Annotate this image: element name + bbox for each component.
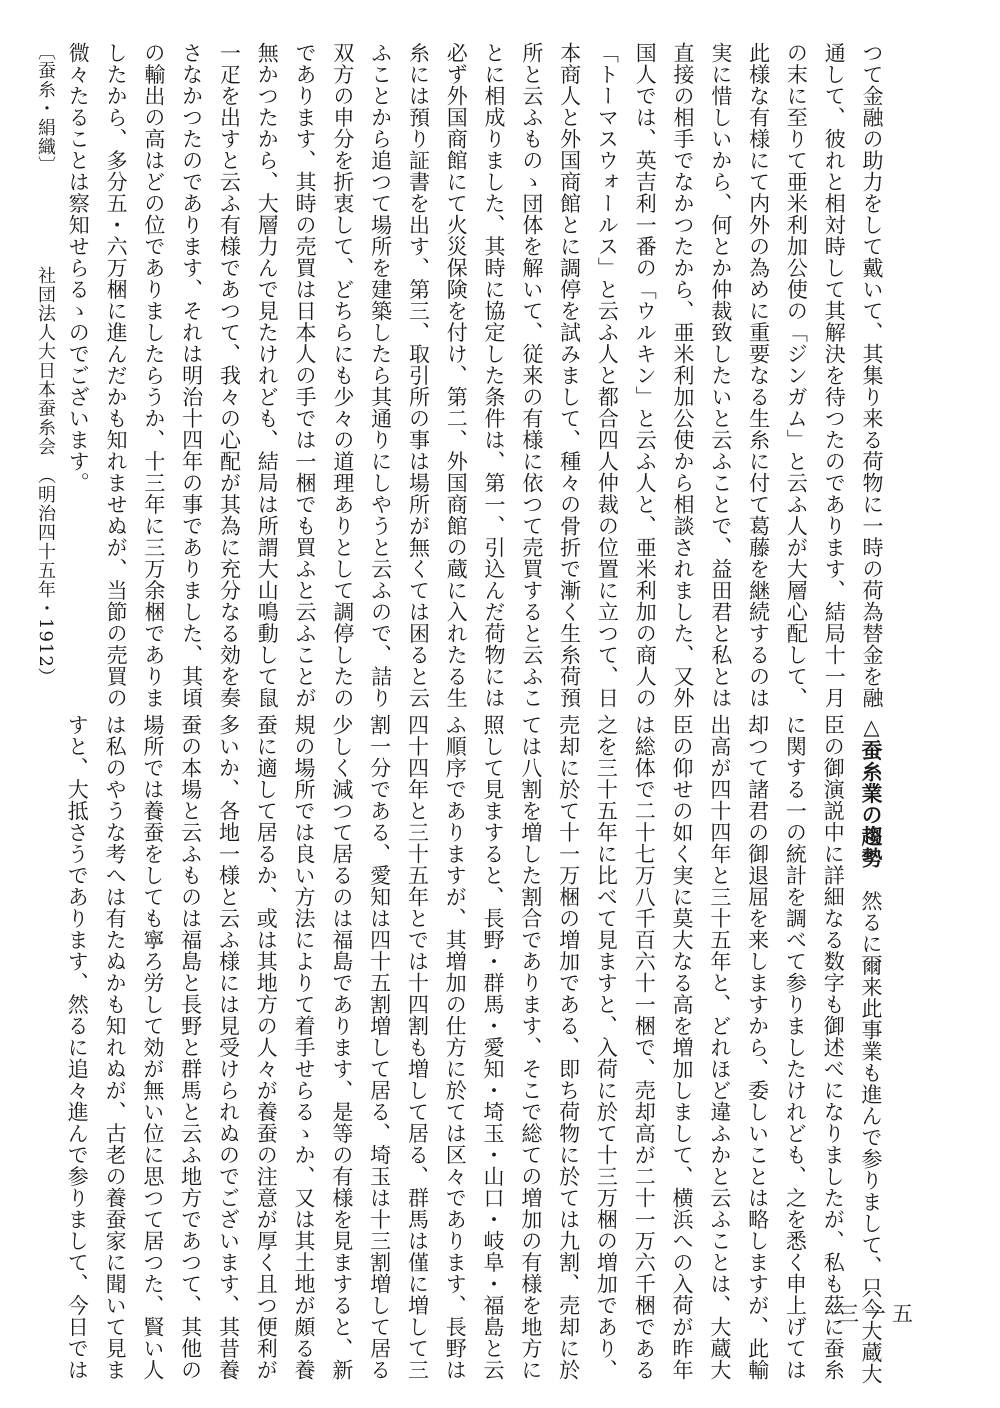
section-first-line-text: 然るに爾来此事業も進んで参りまして、只今大蔵大 [859,890,883,1385]
text-column: 糸には預り証書を出す、第三、取引所の事は場所が無くては困ると云 [406,42,431,709]
text-column: ふ順序でありますが、其増加の仕方に於ては区々であります、長野は [443,714,468,1381]
text-column: 微々たることは察知せらるゝのでございます。 [66,42,91,494]
text-column: とに相成りました、其時に協定した条件は、第一、引込んだ荷物には [482,42,507,709]
text-column: 本商人と外国商館とに調停を試みまして、種々の骨折で漸く生糸荷預 [557,42,582,709]
text-column: 所と云ふものゝ団体を解いて、従来の有様に依つて売買すると云ふこ [519,42,544,709]
text-column: すと、大抵さうであります、然るに追々進んで参りまして、今日では [65,714,90,1381]
text-column: 一疋を出すと云ふ有様であつて、我々の心配が其為に充分なる効を奏 [217,42,242,709]
text-column: 場所では養蚕をしても寧ろ労して効が無い位に思つて居つた、賢い人 [140,714,165,1381]
text-column: 出高が四十四年と三十五年と、どれほど違ふかと云ふことは、大蔵大 [707,714,732,1381]
text-column: 臣の御演説中に詳細なる数字も御述べになりましたが、私も茲に蚕糸 [821,714,846,1381]
text-column: 「トーマスウォールス」と云ふ人と都合四人仲裁の位置に立つて、日 [595,42,620,709]
text-column: 実に惜しいから、何とか仲裁致したいと云ふことで、益田君と私とは [708,42,733,709]
text-column: 多いか、各地一様と云ふ様には見受けられぬのでございます、其昔養 [216,714,241,1381]
text-column: 之を三十五年に比べて見ますと、入荷に於て十三万梱の増加であり、 [594,714,619,1381]
text-column: 蚕に適して居るか、或は其地方の人々が養蚕の注意が厚く且つ便利が [254,714,279,1381]
footer-source: 社団法人大日本蚕糸会 （明治四十五年・1912） [35,266,56,687]
text-column: 臣の仰せの如く実に莫大なる高を増加しまして、横浜への入荷が昨年 [670,714,695,1381]
text-column: 少しく減つて居るのは福島であります、是等の有様を見ますると、新 [329,714,354,1381]
text-column: の末に至りて亜米利加公使の「ジンガム」と云ふ人が大層心配して、 [784,42,809,709]
text-column: 必ず外国商館にて火災保険を付け、第二、外国商館の蔵に入れたる生 [444,42,469,709]
text-column: 四十四年と三十五年とでは十四割も増して居る、群馬は僅に増して三 [405,714,430,1381]
text-column: であります、其時の売買は日本人の手では一梱でも買ふと云ふことが [293,42,318,709]
section-first-column [851,714,890,1385]
text-column: ては八割を増した割合であります、そこで総ての増加の有様を地方に [518,714,543,1381]
text-column: 双方の申分を折衷して、どちらにも少々の道理ありとして調停したの [330,42,355,709]
text-column: 割一分である、愛知は四十五割増して居る、埼玉は十三割増して居る [367,714,392,1381]
text-column: したから、多分五・六万梱に進んだかも知れませぬが、当節の売買の [104,42,129,709]
text-column: さなかつたのであります、それは明治十四年の事でありました、其頃 [179,42,204,709]
text-column: 国人では、英吉利一番の「ウルキン」と云ふ人と、亜米利加の商人の [633,42,658,709]
text-column: 無かつたから、大層力んで見たけれども、結局は所謂大山鳴動して鼠 [255,42,280,709]
text-column: の輸出の高はどの位でありましたらうか、十三年に三万余梱でありま [141,42,166,709]
text-column: 此様な有様にて内外の為めに重要なる生糸に付て葛藤を継続するのは [746,42,771,709]
text-column: 直接の相手でなかつたから、亜米利加公使から相談されました、又外 [671,42,696,709]
text-column: 規の場所では良い方法によりて着手せらるゝか、又は其土地が頗る養 [292,714,317,1381]
text-column: 照して見ますると、長野・群馬・愛知・埼玉・山口・岐阜・福島と云 [481,714,506,1381]
section-heading: △蚕糸業の趨勢 [859,714,884,869]
text-column: 蚕の本場と云ふものは福島と長野と群馬と云ふ地方であつて、其他の [178,714,203,1381]
text-column: 却つて諸君の御退屈を来しますから、委しいことは略しますが、此輸 [745,714,770,1381]
text-column: つて金融の助力をして戴いて、其集り来る荷物に一時の荷為替金を融 [860,42,884,709]
text-column: 売却に於て十一万梱の増加である、即ち荷物に於ては九割、売却に於 [556,714,581,1381]
upper-text-block [58,42,890,709]
text-column: は総体で二十七万八千百六十一梱で、売却高が二十一万六千梱である [632,714,657,1381]
text-column: ふことから追つて場所を建築したら其通りにしやうと云ふので、詰り [368,42,393,709]
page-number: 三一五 [838,1302,919,1326]
text-column: に関する一の統計を調べて参りましたけれども、之を悉く申上げては [783,714,808,1381]
footer-category: 〔蚕糸・絹織〕 [35,42,56,175]
text-column: 通して、彼れと相対時して其解決を待つたのであります、結局十一月 [822,42,847,709]
text-column: は私のやうな考へは有たぬかも知れぬが、古老の養蚕家に聞いて見ま [103,714,128,1381]
